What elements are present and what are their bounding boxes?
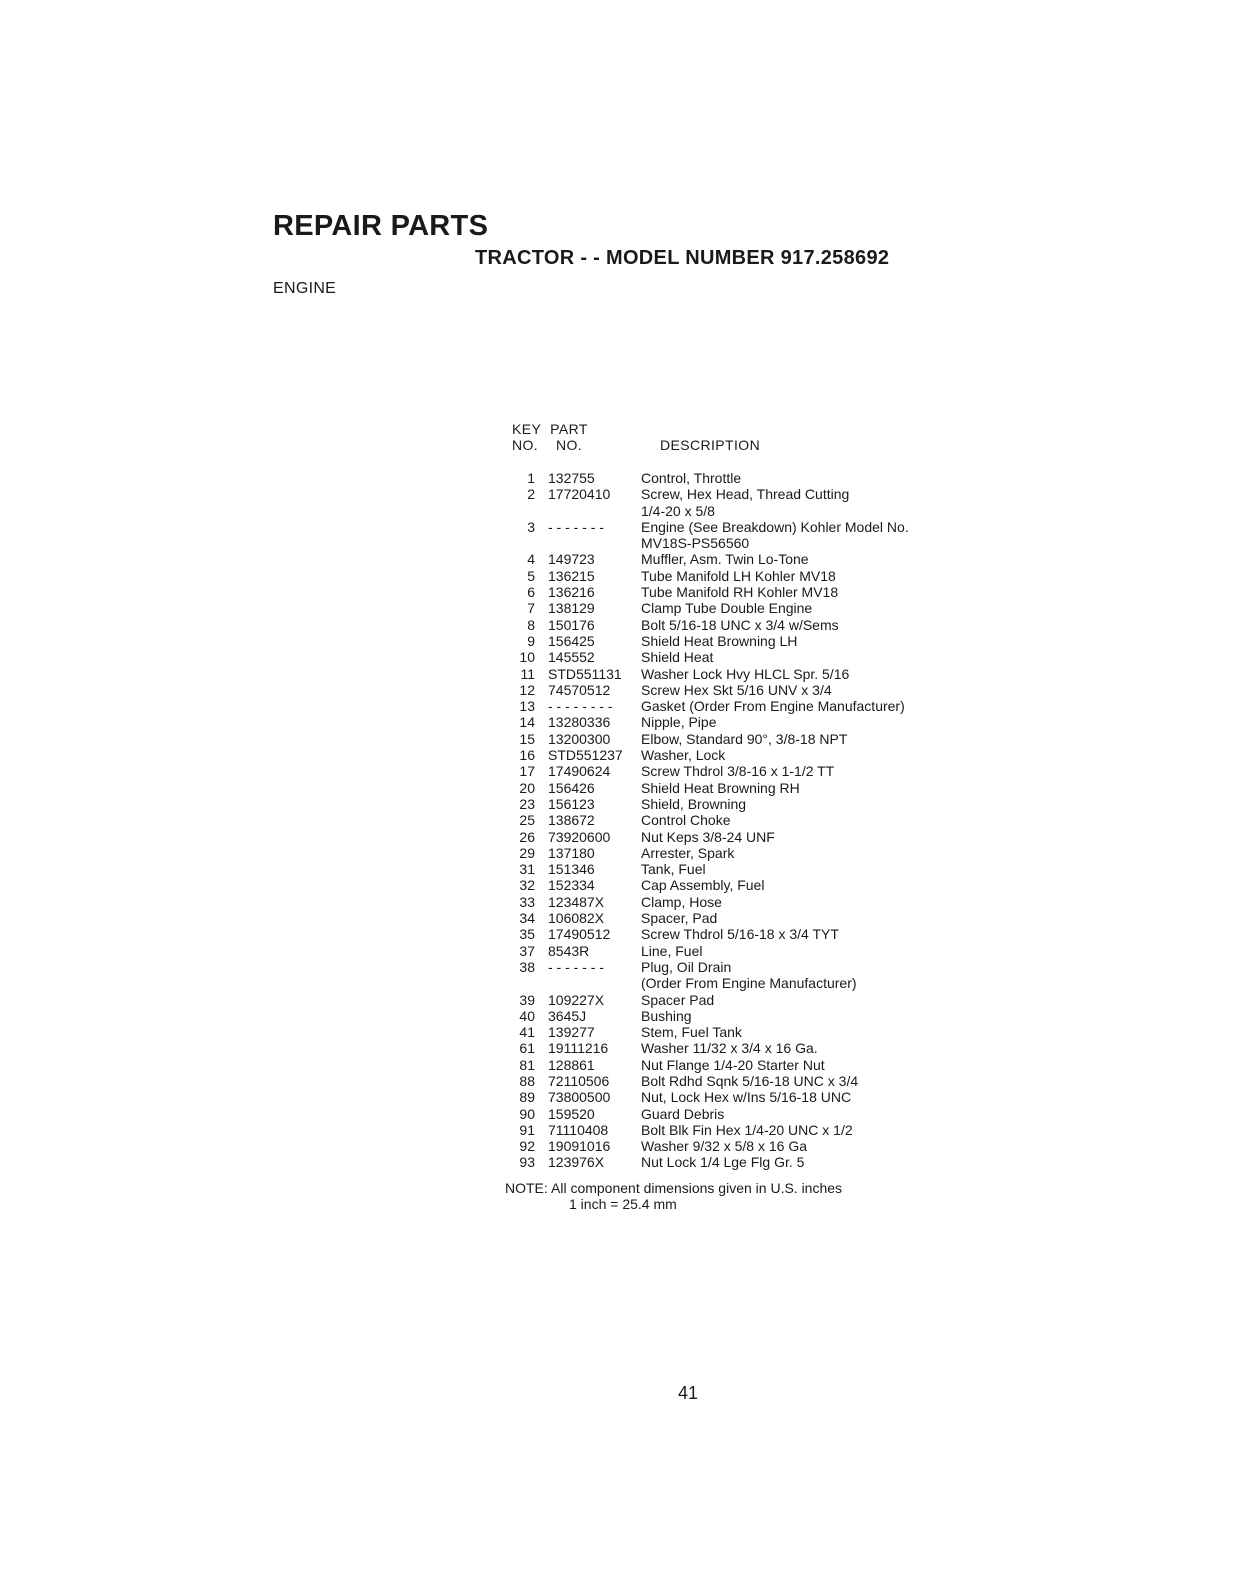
part-number: 17490624 xyxy=(548,763,611,780)
part-number: 138129 xyxy=(548,600,595,617)
part-number: 71110408 xyxy=(548,1121,609,1138)
parts-row xyxy=(505,1106,975,1122)
part-number: - - - - - - - - xyxy=(548,698,613,715)
description-line: Line, Fuel xyxy=(641,942,703,959)
part-number: STD551237 xyxy=(548,747,623,764)
part-description xyxy=(641,1057,825,1073)
part-number: - - - - - - - xyxy=(548,958,604,975)
part-description xyxy=(641,666,849,682)
part-description xyxy=(641,698,905,714)
parts-row xyxy=(505,796,975,812)
part-description xyxy=(641,829,775,845)
part-description xyxy=(641,943,702,959)
parts-row xyxy=(505,1138,975,1154)
part-number: 138672 xyxy=(548,812,595,829)
description-line: Plug, Oil Drain xyxy=(641,958,732,975)
description-line: Screw Thdrol 5/16-18 x 3/4 TYT xyxy=(641,926,839,943)
part-description xyxy=(641,1154,804,1170)
part-number: 149723 xyxy=(548,551,595,568)
description-header: DESCRIPTION xyxy=(660,437,761,453)
key-number: 2 xyxy=(527,486,535,503)
note-label: NOTE: xyxy=(505,1180,548,1196)
key-number: 4 xyxy=(527,551,535,568)
key-number: 26 xyxy=(519,828,535,845)
key-number: 81 xyxy=(519,1056,535,1073)
key-number: 37 xyxy=(519,942,535,959)
parts-row xyxy=(505,943,975,959)
part-description xyxy=(641,894,722,910)
description-line: Nut, Lock Hex w/Ins 5/16-18 UNC xyxy=(641,1089,852,1106)
description-line: Engine (See Breakdown) Kohler Model No. xyxy=(641,518,909,535)
description-line: Spacer, Pad xyxy=(641,910,718,927)
key-number: 12 xyxy=(519,681,535,698)
description-line: Control Choke xyxy=(641,812,731,829)
parts-row xyxy=(505,861,975,877)
key-number: 29 xyxy=(519,844,535,861)
description-line: Stem, Fuel Tank xyxy=(641,1024,742,1041)
part-description xyxy=(641,1106,724,1122)
part-header-line1: PART xyxy=(550,421,588,437)
part-description xyxy=(641,910,717,926)
description-line: Clamp Tube Double Engine xyxy=(641,600,813,617)
part-description xyxy=(641,1008,692,1024)
part-description xyxy=(641,747,725,763)
parts-row xyxy=(505,568,975,584)
description-line: Muffler, Asm. Twin Lo-Tone xyxy=(641,551,809,568)
description-line: Nipple, Pipe xyxy=(641,714,717,731)
part-description xyxy=(641,584,838,600)
part-number: 17490512 xyxy=(548,926,611,943)
part-description xyxy=(641,714,717,730)
parts-row xyxy=(505,1122,975,1138)
part-description xyxy=(641,1024,742,1040)
key-number: 31 xyxy=(519,861,535,878)
description-line: Screw, Hex Head, Thread Cutting xyxy=(641,486,850,503)
key-number: 33 xyxy=(519,893,535,910)
key-number: 92 xyxy=(519,1138,535,1155)
parts-row xyxy=(505,1073,975,1089)
part-description xyxy=(641,1040,818,1056)
part-description xyxy=(641,519,909,552)
key-number: 1 xyxy=(527,470,535,486)
part-number: 13280336 xyxy=(548,714,611,731)
part-number: 19111216 xyxy=(548,1040,609,1057)
part-number: STD551131 xyxy=(548,665,622,682)
part-number: 8543R xyxy=(548,942,590,959)
part-number: 139277 xyxy=(548,1024,595,1041)
key-number: 20 xyxy=(519,779,535,796)
parts-row xyxy=(505,666,975,682)
description-line: Washer 11/32 x 3/4 x 16 Ga. xyxy=(641,1040,818,1057)
key-number: 10 xyxy=(519,649,535,666)
description-line: 1/4-20 x 5/8 xyxy=(641,502,715,519)
key-number: 25 xyxy=(519,812,535,829)
section-heading: ENGINE xyxy=(273,280,337,297)
parts-row xyxy=(505,894,975,910)
key-number: 14 xyxy=(519,714,535,731)
parts-row xyxy=(505,600,975,616)
part-number: 151346 xyxy=(548,861,595,878)
description-line: Shield, Browning xyxy=(641,795,747,812)
part-description xyxy=(641,649,713,665)
description-line: Screw Thdrol 3/8-16 x 1-1/2 TT xyxy=(641,763,835,780)
part-number: 156425 xyxy=(548,632,595,649)
part-number: 17720410 xyxy=(548,486,611,503)
key-number: 34 xyxy=(519,910,535,927)
description-line: Tube Manifold LH Kohler MV18 xyxy=(641,567,836,584)
part-number: 3645J xyxy=(548,1007,587,1024)
part-number: 156123 xyxy=(548,795,595,812)
key-number: 17 xyxy=(519,763,535,780)
description-line: Washer 9/32 x 5/8 x 16 Ga xyxy=(641,1138,808,1155)
part-description xyxy=(641,682,832,698)
part-number: 150176 xyxy=(548,616,595,633)
page-title: REPAIR PARTS xyxy=(273,210,489,242)
part-description xyxy=(641,959,857,992)
parts-row xyxy=(505,926,975,942)
parts-row xyxy=(505,682,975,698)
key-number: 6 xyxy=(527,584,535,601)
part-description xyxy=(641,780,800,796)
parts-row xyxy=(505,829,975,845)
key-number: 39 xyxy=(519,991,535,1008)
key-header-line1: KEY xyxy=(512,421,542,437)
key-number: 91 xyxy=(519,1121,535,1138)
description-line: Screw Hex Skt 5/16 UNV x 3/4 xyxy=(641,681,832,698)
parts-row xyxy=(505,763,975,779)
part-number: 136215 xyxy=(548,567,595,584)
parts-list xyxy=(505,470,975,1171)
parts-row xyxy=(505,1024,975,1040)
part-number: 72110506 xyxy=(548,1072,610,1089)
key-number: 35 xyxy=(519,926,535,943)
key-no-header xyxy=(512,421,541,453)
description-line: Washer Lock Hvy HLCL Spr. 5/16 xyxy=(641,665,850,682)
parts-row xyxy=(505,470,975,486)
key-number: 93 xyxy=(519,1154,535,1171)
description-line: Tank, Fuel xyxy=(641,861,706,878)
note xyxy=(505,1180,842,1213)
part-description xyxy=(641,926,839,942)
key-number: 3 xyxy=(527,518,535,535)
key-number: 7 xyxy=(527,600,535,617)
part-description xyxy=(641,470,741,486)
key-number: 90 xyxy=(519,1105,535,1122)
key-number: 89 xyxy=(519,1089,535,1106)
part-number: 152334 xyxy=(548,877,595,894)
key-header-line2: NO. xyxy=(512,437,539,453)
parts-row xyxy=(505,551,975,567)
part-description xyxy=(641,861,706,877)
description-line: Guard Debris xyxy=(641,1105,725,1122)
description-line: Shield Heat Browning RH xyxy=(641,779,800,796)
parts-row xyxy=(505,1008,975,1024)
part-number: 145552 xyxy=(548,649,595,666)
part-number: 128861 xyxy=(548,1056,595,1073)
parts-row xyxy=(505,1089,975,1105)
description-line: Arrester, Spark xyxy=(641,844,735,861)
parts-row xyxy=(505,780,975,796)
part-description xyxy=(641,845,734,861)
part-description xyxy=(641,617,839,633)
description-line: Bushing xyxy=(641,1007,692,1024)
part-number: - - - - - - - xyxy=(548,518,604,535)
model-subtitle: TRACTOR - - MODEL NUMBER 917.258692 xyxy=(475,247,890,269)
part-number: 123976X xyxy=(548,1154,605,1171)
part-description xyxy=(641,877,764,893)
key-number: 11 xyxy=(520,665,535,682)
description-line: (Order From Engine Manufacturer) xyxy=(641,975,857,992)
description-line: Bolt Rdhd Sqnk 5/16-18 UNC x 3/4 xyxy=(641,1072,859,1089)
part-number: 132755 xyxy=(548,470,595,486)
part-description xyxy=(641,486,849,519)
key-number: 16 xyxy=(519,747,535,764)
part-description xyxy=(641,796,746,812)
key-number: 15 xyxy=(519,730,535,747)
parts-row xyxy=(505,812,975,828)
parts-row xyxy=(505,1154,975,1170)
parts-row xyxy=(505,845,975,861)
part-description xyxy=(641,633,797,649)
key-number: 88 xyxy=(519,1072,535,1089)
parts-row xyxy=(505,1040,975,1056)
parts-row xyxy=(505,877,975,893)
part-number: 19091016 xyxy=(548,1138,611,1155)
description-line: Control, Throttle xyxy=(641,470,742,486)
part-description xyxy=(641,568,836,584)
key-number: 40 xyxy=(519,1007,535,1024)
key-number: 41 xyxy=(519,1024,535,1041)
part-number: 13200300 xyxy=(548,730,611,747)
note-line2: 1 inch = 25.4 mm xyxy=(569,1196,677,1213)
part-number: 106082X xyxy=(548,910,605,927)
part-header-line2: NO. xyxy=(555,437,583,453)
key-number: 5 xyxy=(527,567,535,584)
part-description xyxy=(641,1122,853,1138)
description-line: Bolt Blk Fin Hex 1/4-20 UNC x 1/2 xyxy=(641,1121,853,1138)
key-number: 32 xyxy=(519,877,535,894)
parts-row xyxy=(505,959,975,992)
parts-row xyxy=(505,1057,975,1073)
key-number: 9 xyxy=(527,632,535,649)
part-number: 109227X xyxy=(548,991,605,1008)
part-description xyxy=(641,551,809,567)
part-number: 159520 xyxy=(548,1105,595,1122)
description-line: Bolt 5/16-18 UNC x 3/4 w/Sems xyxy=(641,616,839,633)
parts-row xyxy=(505,633,975,649)
part-description xyxy=(641,812,731,828)
part-description xyxy=(641,1073,858,1089)
note-line1: All component dimensions given in U.S. inches xyxy=(551,1180,843,1196)
parts-row xyxy=(505,992,975,1008)
part-description xyxy=(641,992,714,1008)
description-line: Elbow, Standard 90°, 3/8-18 NPT xyxy=(641,730,848,747)
part-description xyxy=(641,731,847,747)
description-line: Shield Heat Browning LH xyxy=(641,632,798,649)
parts-row xyxy=(505,731,975,747)
description-line: Tube Manifold RH Kohler MV18 xyxy=(641,584,839,601)
part-number: 123487X xyxy=(548,893,605,910)
key-number: 23 xyxy=(519,795,535,812)
parts-row xyxy=(505,698,975,714)
parts-row xyxy=(505,747,975,763)
description-line: Shield Heat xyxy=(641,649,714,666)
parts-row xyxy=(505,714,975,730)
part-description xyxy=(641,763,834,779)
description-line: Cap Assembly, Fuel xyxy=(641,877,765,894)
key-number: 61 xyxy=(519,1040,535,1057)
description-line: MV18S-PS56560 xyxy=(641,535,750,552)
description-line: Nut Lock 1/4 Lge Flg Gr. 5 xyxy=(641,1154,805,1171)
page-number: 41 xyxy=(678,1383,699,1403)
parts-row xyxy=(505,910,975,926)
note-row xyxy=(505,1180,842,1196)
part-number: 73800500 xyxy=(548,1089,611,1106)
part-number: 73920600 xyxy=(548,828,611,845)
part-no-header xyxy=(546,421,592,453)
description-line: Nut Flange 1/4-20 Starter Nut xyxy=(641,1056,825,1073)
parts-row xyxy=(505,486,975,519)
key-number: 13 xyxy=(519,698,535,715)
parts-row xyxy=(505,519,975,552)
description-line: Washer, Lock xyxy=(641,747,726,764)
description-line: Gasket (Order From Engine Manufacturer) xyxy=(641,698,905,715)
part-description xyxy=(641,1138,807,1154)
part-number: 137180 xyxy=(548,844,595,861)
key-number: 8 xyxy=(527,616,535,633)
description-line: Nut Keps 3/8-24 UNF xyxy=(641,828,775,845)
key-number: 38 xyxy=(519,958,535,975)
part-description xyxy=(641,1089,851,1105)
part-number: 74570512 xyxy=(548,681,611,698)
parts-row xyxy=(505,584,975,600)
part-description xyxy=(641,600,812,616)
part-number: 156426 xyxy=(548,779,595,796)
description-line: Spacer Pad xyxy=(641,991,715,1008)
parts-row xyxy=(505,617,975,633)
part-number: 136216 xyxy=(548,584,595,601)
description-line: Clamp, Hose xyxy=(641,893,722,910)
parts-row xyxy=(505,649,975,665)
